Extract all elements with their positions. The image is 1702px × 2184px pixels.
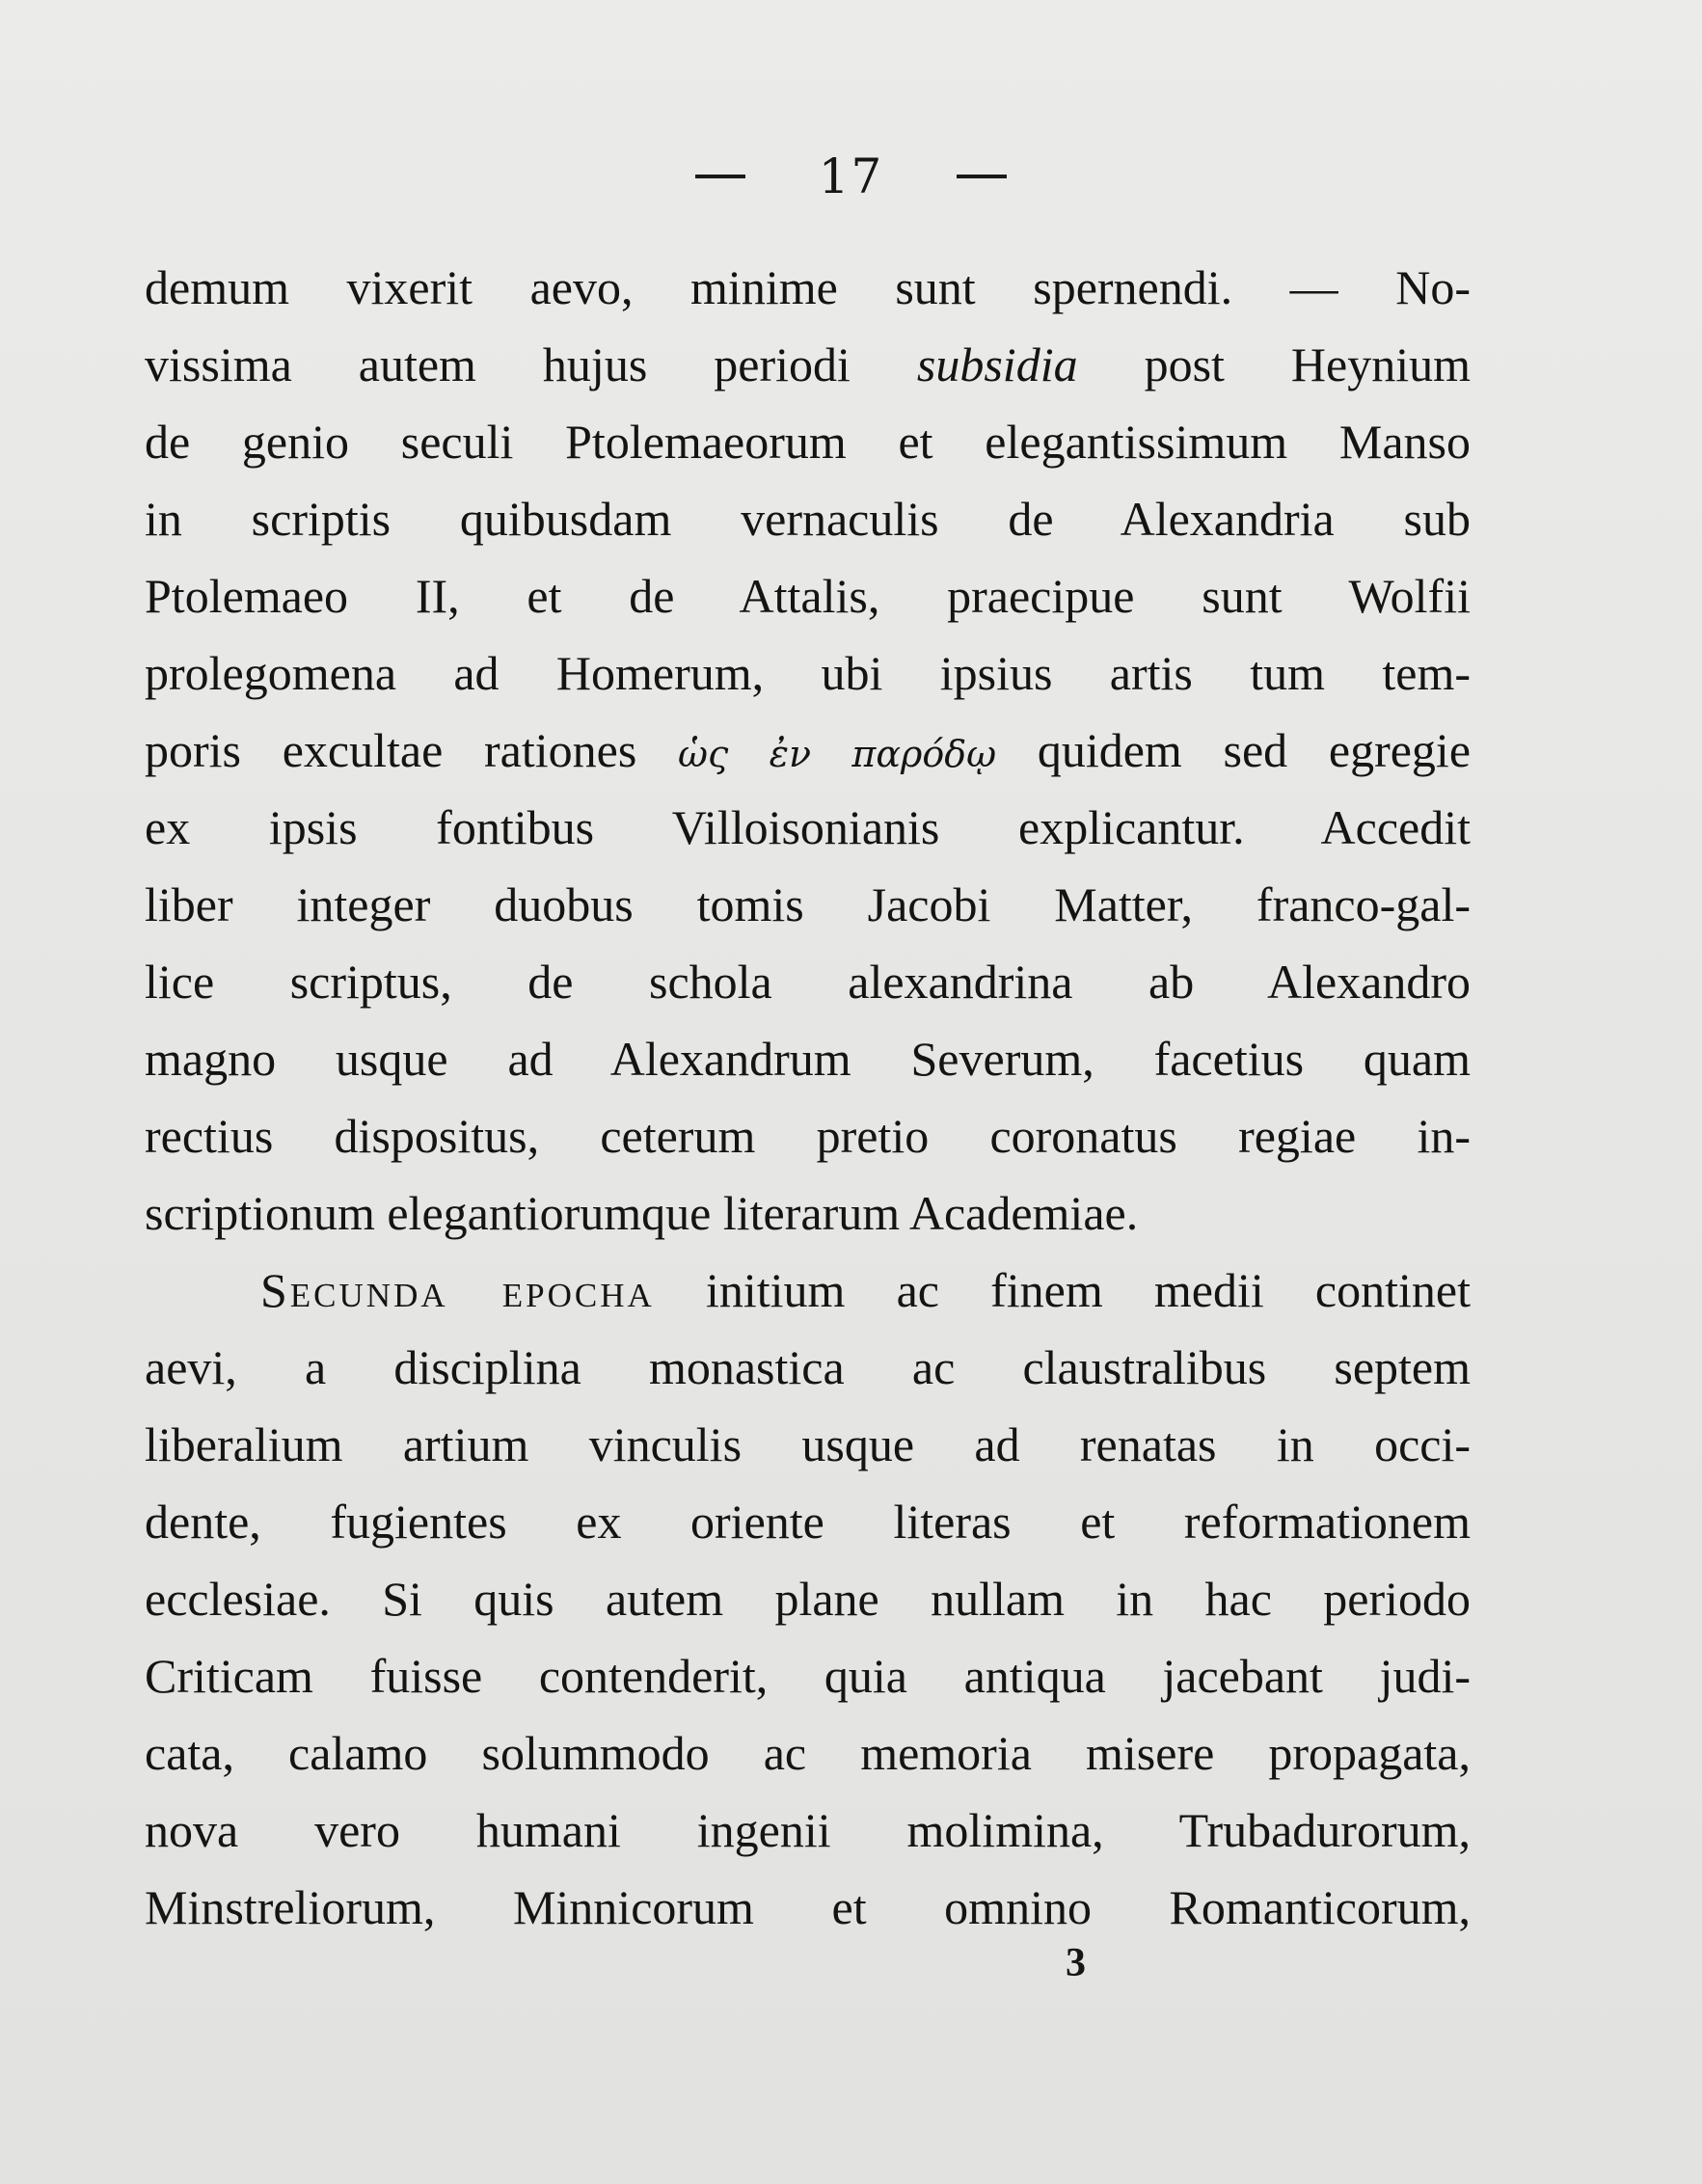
italic-subsidia: subsidia [916, 337, 1078, 391]
page-header [0, 145, 1702, 204]
header-dash-right [957, 175, 1007, 178]
text-line-21: nova vero humani ingenii molimina, Trubadurorum, [145, 1803, 1471, 1857]
text-line-3: de genio seculi Ptolemaeorum et elegantissimum Manso [145, 415, 1471, 469]
page-number: 17 [818, 148, 884, 204]
text-line-5: Ptolemaeo II, et de Attalis, praecipue sunt Wolfii [145, 569, 1471, 623]
signature-mark: 3 [1066, 1941, 1086, 1985]
text-line-15: aevi, a disciplina monastica ac claustralibus septem [145, 1340, 1471, 1394]
header-dash-left [695, 175, 745, 178]
text-line-12: rectius dispositus, ceterum pretio coronatus regiae in- [145, 1109, 1471, 1163]
text-line-14: Secunda epocha initium ac finem medii continet [260, 1263, 1471, 1317]
text-line-19: Criticam fuisse contenderit, quia antiqua jacebant judi- [145, 1649, 1471, 1703]
text-line-18: ecclesiae. Si quis autem plane nullam in hac periodo [145, 1572, 1471, 1626]
text-line-6: prolegomena ad Homerum, ubi ipsius artis tum tem- [145, 646, 1471, 700]
text-line-4: in scriptis quibusdam vernaculis de Alexandria sub [145, 492, 1471, 546]
text-line-8: ex ipsis fontibus Villoisonianis explicantur. Accedit [145, 800, 1471, 854]
text-line-10: lice scriptus, de schola alexandrina ab Alexandro [145, 955, 1471, 1009]
text-line-11: magno usque ad Alexandrum Severum, facetius quam [145, 1032, 1471, 1086]
text-line-2: vissima autem hujus periodi subsidia post Heynium [145, 337, 1472, 391]
text-line-17: dente, fugientes ex oriente literas et reformationem [145, 1495, 1471, 1549]
text-line-20: cata, calamo solummodo ac memoria misere propagata, [145, 1726, 1471, 1780]
text-line-13: scriptionum elegantiorumque literarum Academiae. [145, 1186, 1139, 1240]
section-heading-secunda-epocha: Secunda epocha [260, 1263, 655, 1317]
text-line-9: liber integer duobus tomis Jacobi Matter, franco-gal- [145, 877, 1471, 931]
text-line-1: demum vixerit aevo, minime sunt spernendi. — No- [145, 260, 1471, 314]
greek-phrase: ὡς ἐν παρόδῳ [678, 733, 997, 775]
text-line-7: poris excultae rationes ὡς ἐν παρόδῳ quidem sed egregie [145, 723, 1472, 777]
text-line-22: Minstreliorum, Minnicorum et omnino Romanticorum, [145, 1880, 1471, 1934]
text-line-16: liberalium artium vinculis usque ad renatas in occi- [145, 1417, 1471, 1471]
